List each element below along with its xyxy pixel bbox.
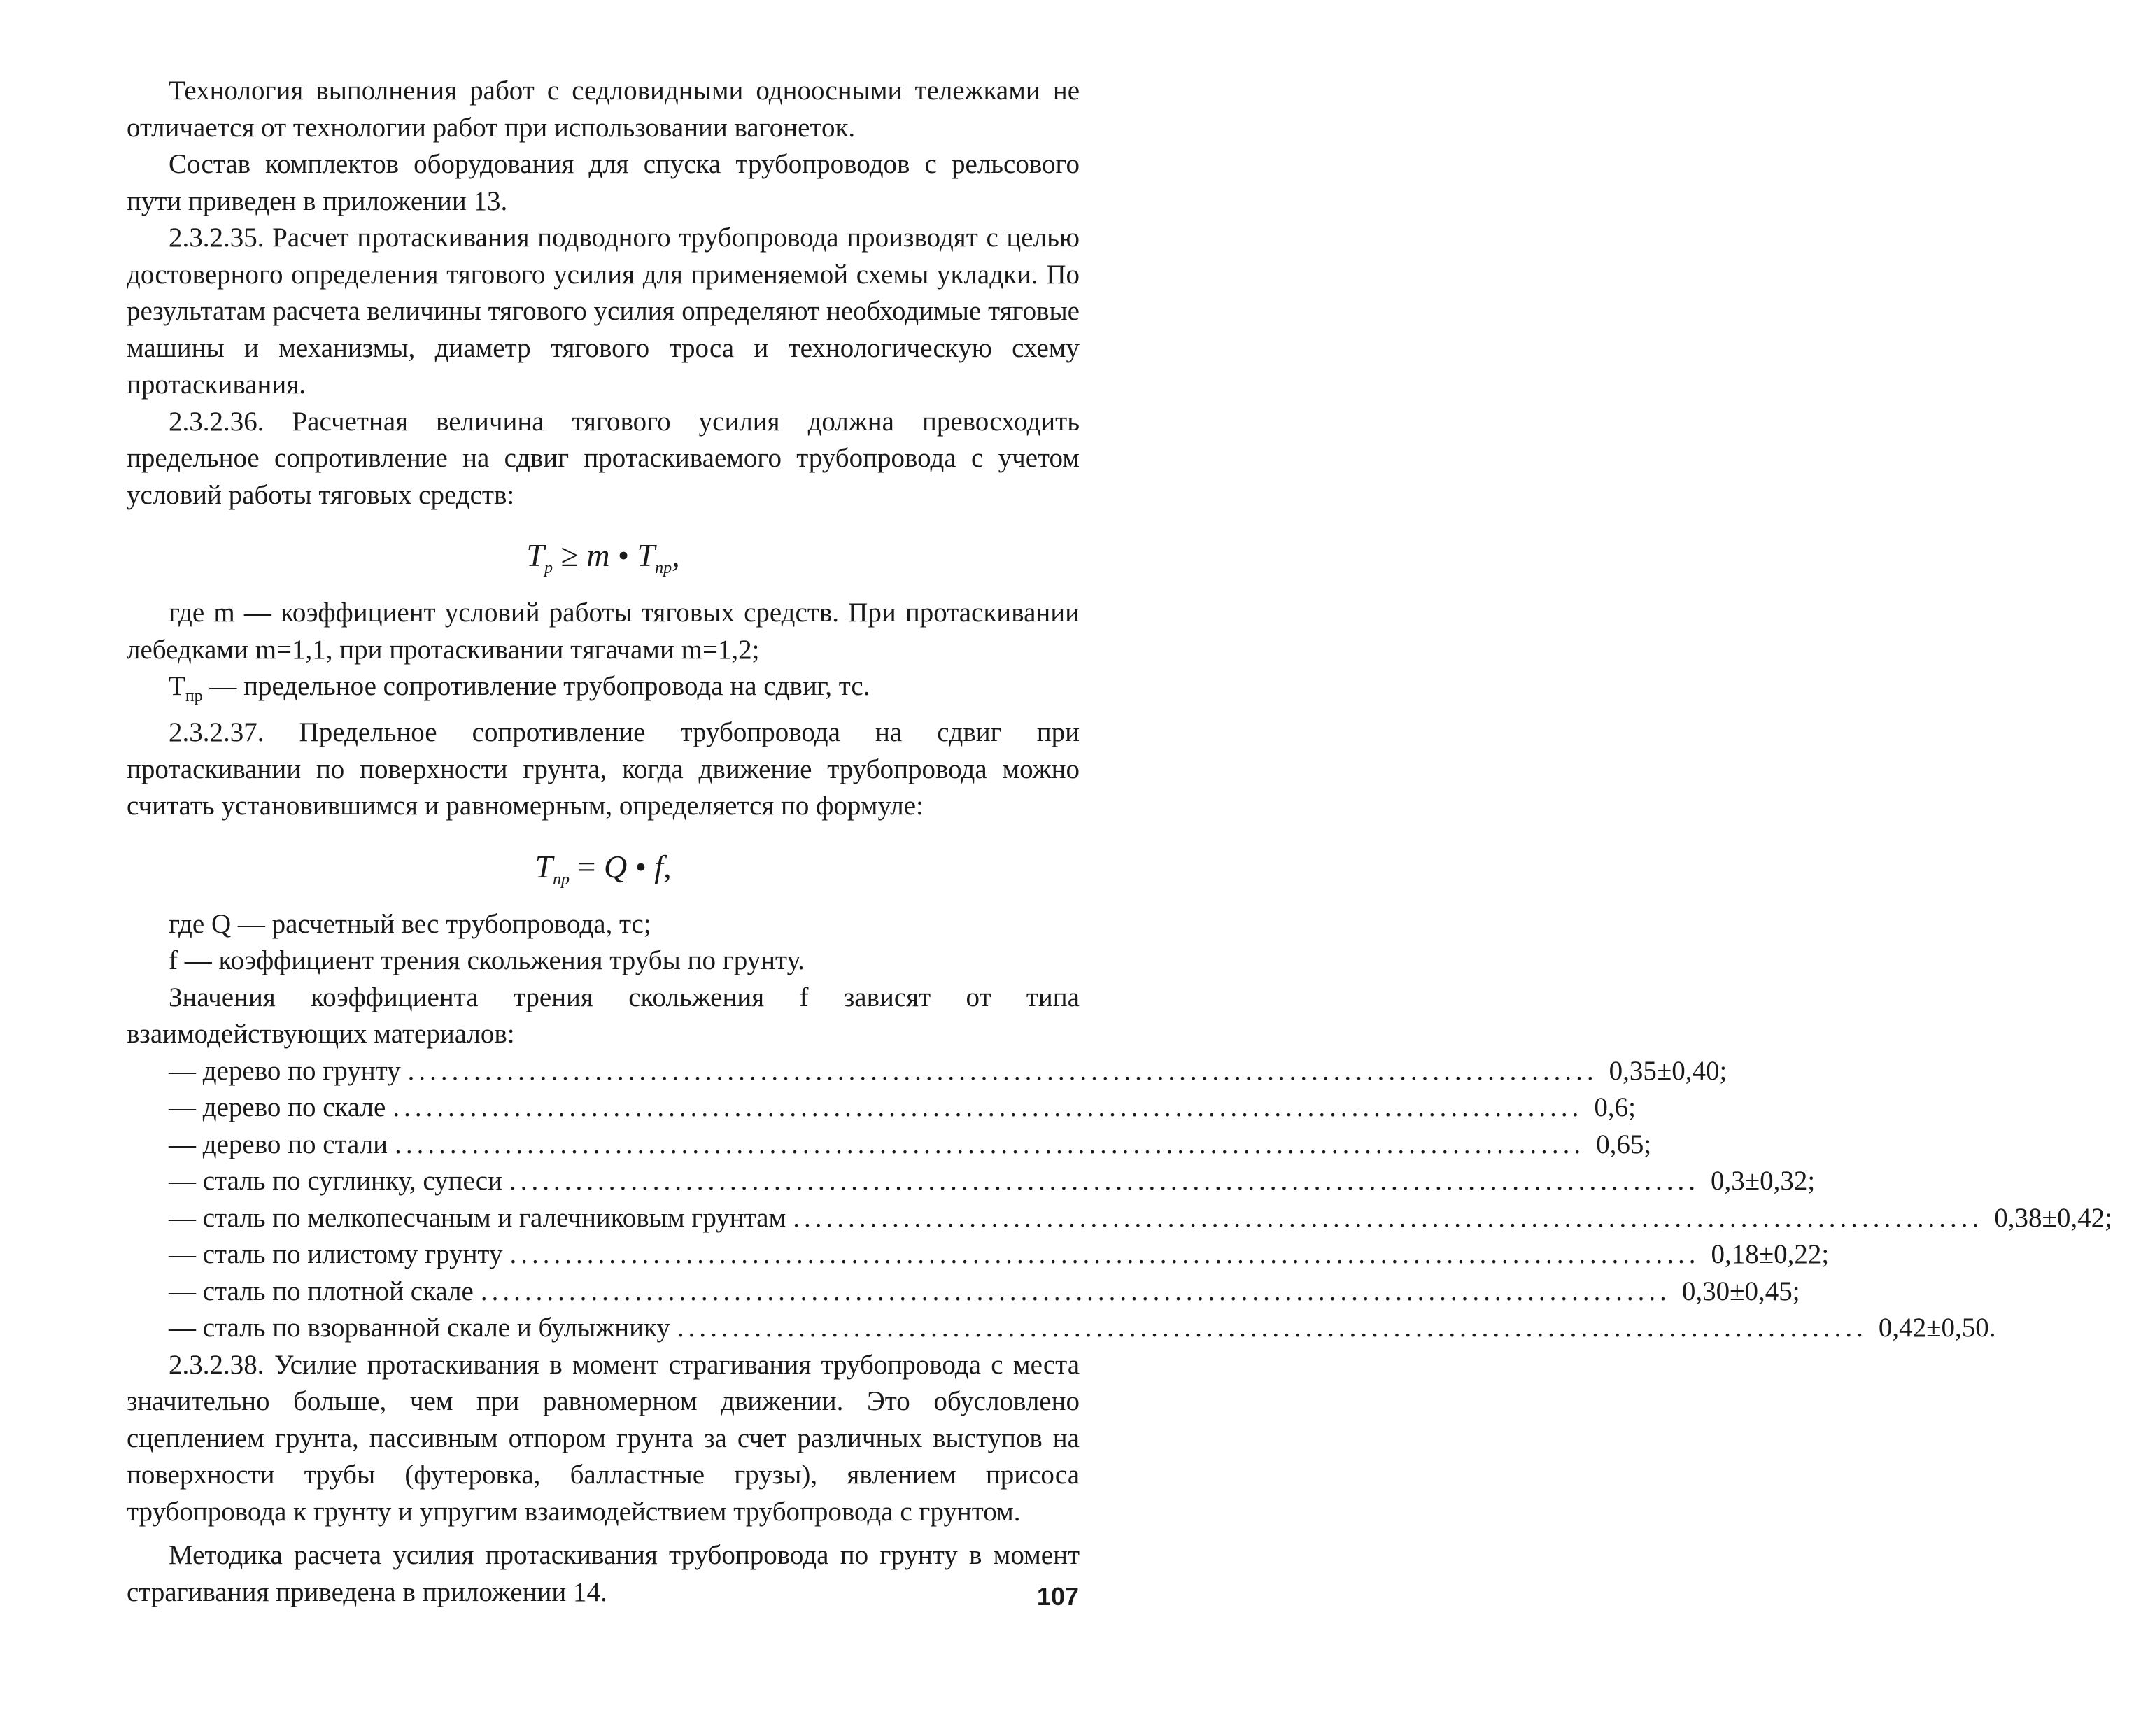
formula-traction-force (127, 537, 1080, 586)
formula-subscript: пр (553, 870, 570, 889)
formula-symbol: m (586, 537, 610, 573)
leader-dots: ............................................................................................................ (480, 1276, 1671, 1306)
formula-subscript: р (544, 559, 553, 577)
coefficient-value: 0,65; (1596, 1129, 1652, 1159)
coefficient-value: 0,42±0,50. (1878, 1313, 1996, 1343)
variable-symbol: T (169, 671, 185, 701)
material-pair: — дерево по скале (169, 1092, 386, 1123)
leader-dots: ............................................................................................................ (407, 1055, 1598, 1086)
formula-subscript: пр (655, 559, 672, 577)
formula-explanation: где m — коэффициент условий работы тяговых средств. При протаскивании лебедками m=1,1, при протаскивании тягачами m=1,2; (127, 598, 1080, 665)
section-2-3-2-36: 2.3.2.36. Расчетная величина тягового усилия должна превосходить предельное сопротивление на сдвиг протаскиваемого трубопровода с учетом условий работы тяговых средств: (127, 406, 1080, 510)
material-pair: — сталь по суглинку, супеси (169, 1166, 502, 1197)
formula-explanation: где Q — расчетный вес трубопровода, тс; (169, 908, 651, 939)
paragraph: Методика расчета усилия протаскивания трубопровода по грунту в момент страгивания приведена в приложении 14. (127, 1540, 1080, 1607)
section-2-3-2-37: 2.3.2.37. Предельное сопротивление трубопровода на сдвиг при протаскивании по поверхности грунта, когда движение трубопровода можно считать установившимся и равномерным, определяется по формуле: (127, 717, 1080, 821)
list-item (127, 1053, 1727, 1090)
section-2-3-2-35: 2.3.2.35. Расчет протаскивания подводного трубопровода производят с целью достоверного определения тягового усилия для применяемой схемы укладки. По результатам расчета величины тягового усилия определяют необходимые тяговые машины и механизмы, диаметр тягового троса и технологическую схему протаскивания. (127, 223, 1080, 400)
coefficient-value: 0,18±0,22; (1711, 1239, 1830, 1270)
coefficient-value: 0,30±0,45; (1681, 1276, 1800, 1306)
coefficient-value: 0,38±0,42; (1994, 1202, 2112, 1233)
coefficient-value: 0,35±0,40; (1609, 1055, 1727, 1086)
paragraph: Значения коэффициента трения скольжения f зависят от типа взаимодействующих материалов: (127, 982, 1080, 1050)
list-item (127, 1127, 1652, 1164)
list-item (127, 1236, 1830, 1273)
formula-symbol: f (654, 848, 664, 884)
page-body (127, 73, 2112, 1611)
list-item (127, 1089, 1636, 1127)
variable-description: — предельное сопротивление трубопровода на сдвиг, тс. (202, 671, 870, 701)
friction-coefficient-list (127, 1053, 2112, 1347)
coefficient-value: 0,3±0,32; (1711, 1166, 1816, 1197)
formula-variable-note (127, 668, 1080, 714)
variable-subscript: пр (185, 686, 203, 705)
formula-symbol: T (637, 537, 656, 573)
leader-dots: ............................................................................................................ (509, 1166, 1700, 1197)
leader-dots: ............................................................................................................ (677, 1313, 1867, 1343)
section-2-3-2-38: 2.3.2.38. Усилие протаскивания в момент страгивания трубопровода с места значительно больше, чем при равномерном движении. Это обусловлено сцеплением грунта, пассивным отпором грунта за счет различных выступов на поверхности трубы (футеровка, балластные грузы), явлением присоса трубопровода к грунту и упругим взаимодействием трубопровода с грунтом. (127, 1349, 1080, 1527)
formula-shear-resistance (127, 849, 1080, 898)
list-item (127, 1310, 1996, 1347)
formula-symbol: T (535, 848, 553, 884)
material-pair: — сталь по плотной скале (169, 1276, 474, 1306)
material-pair: — сталь по мелкопесчаным и галечниковым грунтам (169, 1202, 786, 1233)
material-pair: — дерево по стали (169, 1129, 388, 1159)
list-item (127, 1200, 2112, 1237)
leader-dots: ............................................................................................................ (395, 1129, 1585, 1159)
formula-symbol: T (526, 537, 544, 573)
material-pair: — сталь по илистому грунту (169, 1239, 503, 1270)
page-number: 107 (1036, 1582, 1079, 1611)
material-pair: — сталь по взорванной скале и булыжнику (169, 1313, 670, 1343)
formula-explanation: f — коэффициент трения скольжения трубы по грунту. (169, 945, 805, 976)
formula-operator: ≥ (560, 537, 579, 573)
paragraph: Технология выполнения работ с седловидными одноосными тележками не отличается от технологии работ при использовании вагонеток. (127, 76, 1080, 143)
formula-punctuation: , (663, 848, 672, 884)
leader-dots: ............................................................................................................ (793, 1202, 1984, 1233)
formula-operator: • (617, 537, 630, 573)
formula-operator: = (577, 848, 596, 884)
leader-dots: ............................................................................................................ (393, 1092, 1583, 1123)
paragraph: Состав комплектов оборудования для спуска трубопроводов с рельсового пути приведен в приложении 13. (127, 149, 1080, 216)
list-item (127, 1163, 1816, 1200)
coefficient-value: 0,6; (1594, 1092, 1636, 1123)
material-pair: — дерево по грунту (169, 1055, 401, 1086)
formula-punctuation: , (672, 537, 680, 573)
formula-operator: • (635, 848, 646, 884)
list-item (127, 1273, 1800, 1311)
formula-symbol: Q (603, 848, 628, 884)
leader-dots: ............................................................................................................ (509, 1239, 1700, 1270)
